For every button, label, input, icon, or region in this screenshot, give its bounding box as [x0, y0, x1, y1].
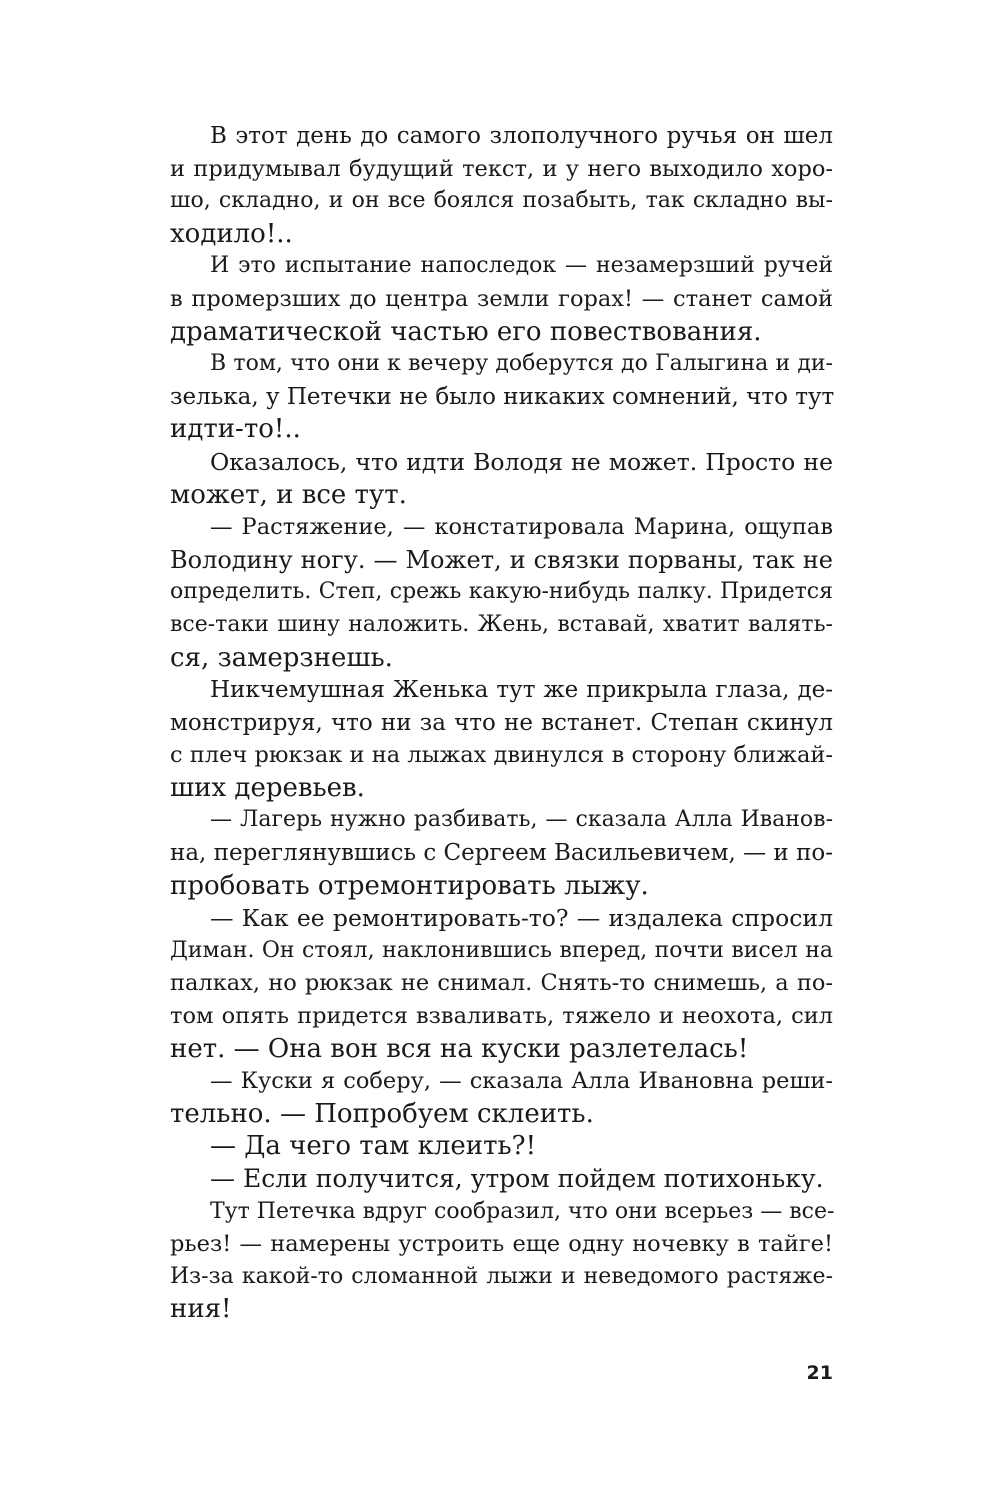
- text-line: ших деревьев.: [170, 772, 365, 803]
- text-line: тельно. — Попробуем склеить.: [170, 1098, 594, 1129]
- text-line: определить. Степ, срежь какую-нибудь палку. Придется: [170, 579, 833, 605]
- text-line: том опять придется взваливать, тяжело и неохота, сил: [170, 1003, 833, 1030]
- text-line: Тут Петечка вдруг сообразил, что они всерьез — все-: [210, 1198, 835, 1224]
- text-line: В этот день до самого злополучного ручья он шел: [210, 123, 833, 149]
- text-line: — Растяжение, — констатировала Марина, ощупав: [210, 514, 833, 541]
- text-line: Никчемушная Женька тут же прикрыла глаза, де-: [210, 677, 833, 704]
- text-line: Володину ногу. — Может, и связки порваны, так не: [170, 545, 833, 574]
- text-line: ся, замерзнешь.: [170, 642, 393, 673]
- text-line: монстрируя, что ни за что не встанет. Степан скинул: [170, 709, 833, 736]
- text-line: В том, что они к вечеру доберутся до Галыгина и ди-: [210, 351, 833, 377]
- text-line: идти-то!..: [170, 414, 301, 445]
- text-line: — Да чего там клеить?!: [210, 1131, 537, 1162]
- text-line: — Как ее ремонтировать-то? — издалека спросил: [210, 904, 833, 933]
- text-line: и придумывал будущий текст, и у него выходило хоро-: [170, 155, 833, 182]
- text-line: на, переглянувшись с Сергеем Васильевичем, — и по-: [170, 840, 834, 867]
- body-text: [170, 120, 833, 1326]
- text-line: зелька, у Петечки не было никаких сомнений, что тут: [170, 383, 835, 410]
- text-line: драматической частью его повествования.: [170, 316, 762, 347]
- text-line: ния!: [170, 1294, 232, 1325]
- text-line: все-таки шину наложить. Жень, вставай, хватит валять-: [170, 611, 833, 637]
- text-line: палках, но рюкзак не снимал. Снять-то снимешь, а по-: [170, 970, 833, 997]
- text-line: — Куски я соберу, — сказала Алла Ивановна реши-: [210, 1068, 833, 1095]
- text-line: — Если получится, утром пойдем потихоньку.: [210, 1164, 824, 1193]
- text-line: шо, складно, и он все боялся позабыть, так складно вы-: [170, 188, 833, 214]
- text-line: Из-за какой-то сломанной лыжи и неведомого растяже-: [170, 1263, 833, 1289]
- text-line: с плеч рюкзак и на лыжах двинулся в сторону ближай-: [170, 742, 833, 769]
- text-line: пробовать отремонтировать лыжу.: [170, 870, 649, 901]
- text-line: — Лагерь нужно разбивать, — сказала Алла Иванов-: [210, 807, 833, 833]
- text-line: может, и все тут.: [170, 479, 407, 510]
- text-line: рьез! — намерены устроить еще одну ночевку в тайге!: [170, 1231, 833, 1258]
- page-number: 21: [806, 1362, 833, 1384]
- text-line: в промерзших до центра земли горах! — станет самой: [170, 285, 833, 312]
- text-line: Оказалось, что идти Володя не может. Просто не: [210, 447, 833, 476]
- text-line: ходило!..: [170, 218, 293, 249]
- text-line: нет. — Она вон вся на куски разлетелась!: [170, 1033, 749, 1064]
- text-line: Диман. Он стоял, наклонившись вперед, почти висел на: [170, 937, 833, 963]
- text-line: И это испытание напоследок — незамерзший ручей: [210, 253, 833, 279]
